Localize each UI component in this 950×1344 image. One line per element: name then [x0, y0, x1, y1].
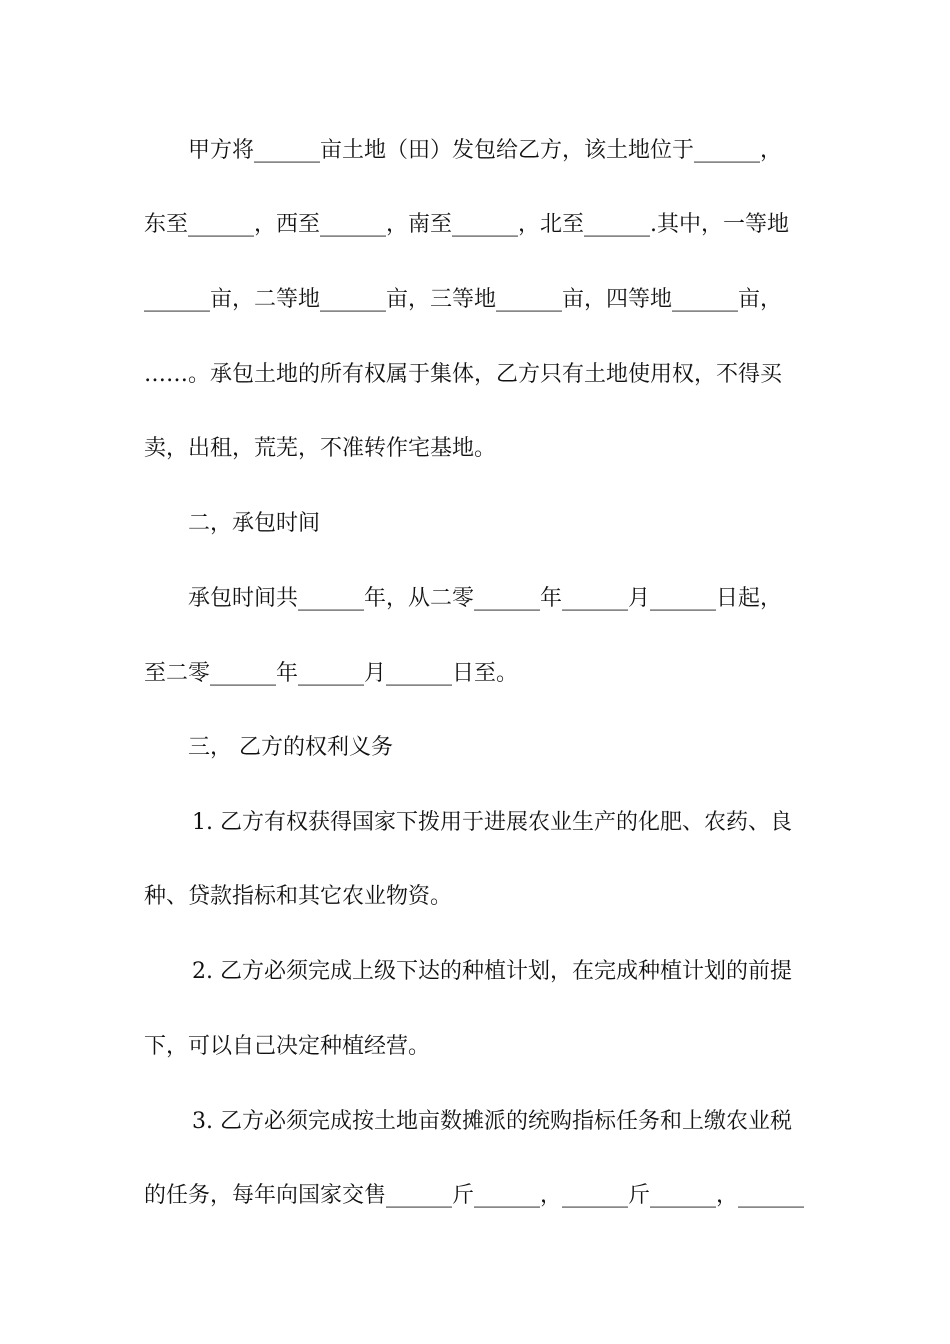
paragraph-land-description-line-1: 甲方将______亩土地（田）发包给乙方，该土地位于______， [188, 138, 783, 163]
paragraph-land-description-line-3: ______亩，二等地______亩，三等地______亩，四等地______亩， [144, 287, 783, 312]
paragraph-land-description-line-2: 东至______，西至______，南至______，北至______.其中，一等地 [144, 212, 789, 237]
clause-2-line-2: 下，可以自己决定种植经营。 [144, 1034, 431, 1059]
clause-2-line-1: 2. 乙方必须完成上级下达的种植计划，在完成种植计划的前提 [192, 959, 792, 984]
section-heading-rights-obligations: 三， 乙方的权利义务 [188, 735, 393, 760]
clause-3-line-1: 3. 乙方必须完成按土地亩数摊派的统购指标任务和上缴农业税 [192, 1109, 792, 1134]
paragraph-contract-period-line-1: 承包时间共______年，从二零______年______月______日起， [188, 586, 783, 611]
clause-1-line-2: 种、贷款指标和其它农业物资。 [144, 884, 453, 909]
clause-3-line-2: 的任务，每年向国家交售______斤______，______斤______，______ [144, 1183, 805, 1208]
paragraph-land-description-line-4: ……。承包土地的所有权属于集体，乙方只有土地使用权，不得买 [144, 362, 783, 387]
section-heading-contract-period: 二，承包时间 [188, 511, 321, 536]
paragraph-land-description-line-5: 卖，出租，荒芜，不准转作宅基地。 [144, 436, 497, 461]
clause-1-line-1: 1. 乙方有权获得国家下拨用于进展农业生产的化肥、农药、良 [192, 810, 792, 835]
paragraph-contract-period-line-2: 至二零______年______月______日至。 [144, 661, 519, 686]
